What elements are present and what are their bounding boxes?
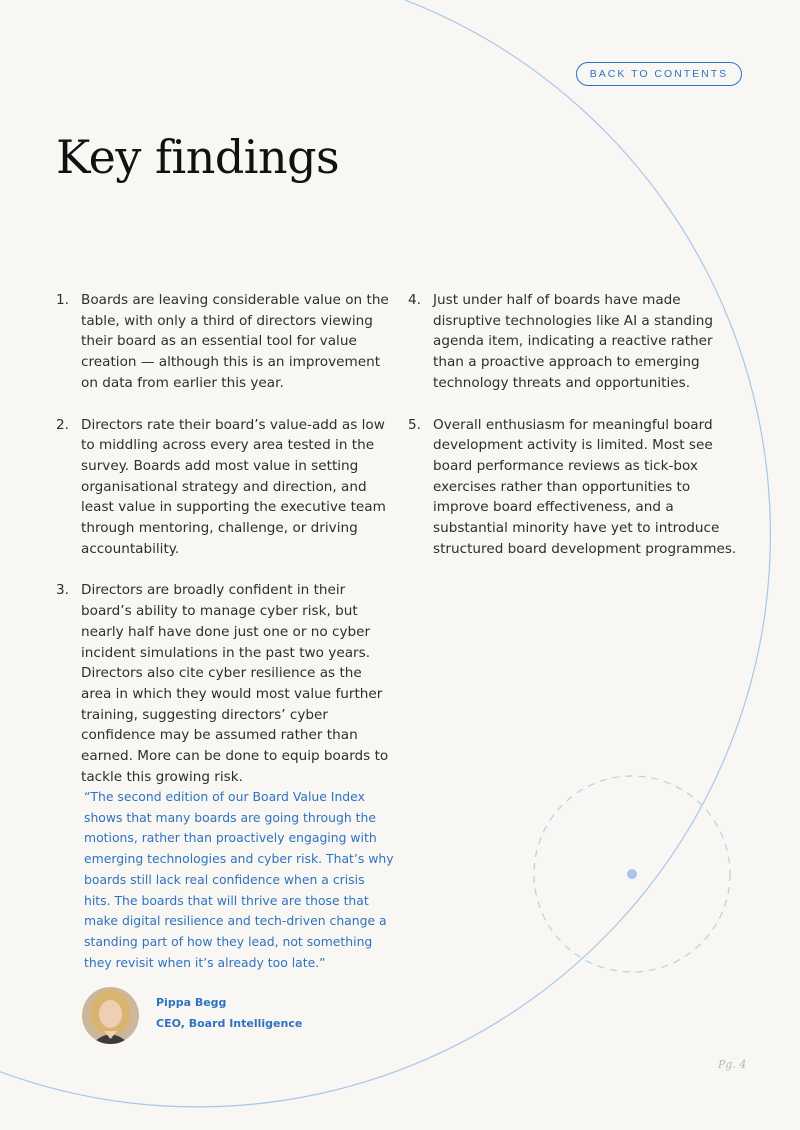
finding-text: Overall enthusiasm for meaningful board development activity is limited. Most see board performance reviews as tick-box exercises rather than opportunities to improve board effectiveness, and a substantial minority have yet to introduce structured board development programmes.: [433, 416, 737, 557]
author-avatar: [82, 987, 139, 1044]
finding-item: [408, 415, 738, 560]
author-name: Pippa Begg: [156, 996, 227, 1009]
back-to-contents-button[interactable]: BACK TO CONTENTS: [576, 62, 742, 86]
finding-text: Directors rate their board’s value-add as low to middling across every area tested in the survey. Boards add most value in setting organisational strategy and direction, and least value in supporting the executive team through mentoring, challenge, or driving accountability.: [81, 416, 386, 557]
page-title: Key findings: [56, 130, 340, 184]
finding-text: Directors are broadly confident in their board’s ability to manage cyber risk, but nearly half have done just one or no cyber incident simulations in the past two years. Directors also cite cyber resilience as the area in which they would most value further training, suggesting directors’ cyber confidence may be assumed rather than earned. More can be done to equip boards to tackle this growing risk.: [81, 582, 389, 785]
finding-number: 2.: [56, 416, 69, 433]
finding-text: Boards are leaving considerable value on the table, with only a third of directors viewing their board as an essential tool for value creation — although this is an improvement on data from earlier this year.: [81, 292, 389, 391]
finding-number: 1.: [56, 292, 69, 308]
finding-item: [56, 580, 396, 787]
finding-number: 5.: [408, 416, 421, 433]
finding-number: 4.: [408, 292, 421, 308]
finding-number: 3.: [56, 582, 69, 599]
finding-text: Just under half of boards have made disruptive technologies like AI a standing agenda item, indicating a reactive rather than a proactive approach to emerging technology threats and opportunities.: [433, 292, 714, 391]
finding-item: [56, 290, 396, 394]
pull-quote: “The second edition of our Board Value Index shows that many boards are going through the motions, rather than proactively engaging with emerging technologies and cyber risk. That’s why boards still lack real confidence when a crisis hits. The boards that will thrive are those that make digital resilience and tech-driven change a standing part of how they lead, not something they revisit when it’s already too late.”: [84, 789, 394, 970]
page-number: Pg. 4: [718, 1058, 747, 1071]
findings-left-column: [56, 290, 396, 808]
author-role: CEO, Board Intelligence: [156, 1017, 303, 1030]
finding-item: [56, 415, 396, 560]
finding-item: [408, 290, 738, 394]
findings-right-column: [408, 290, 738, 580]
